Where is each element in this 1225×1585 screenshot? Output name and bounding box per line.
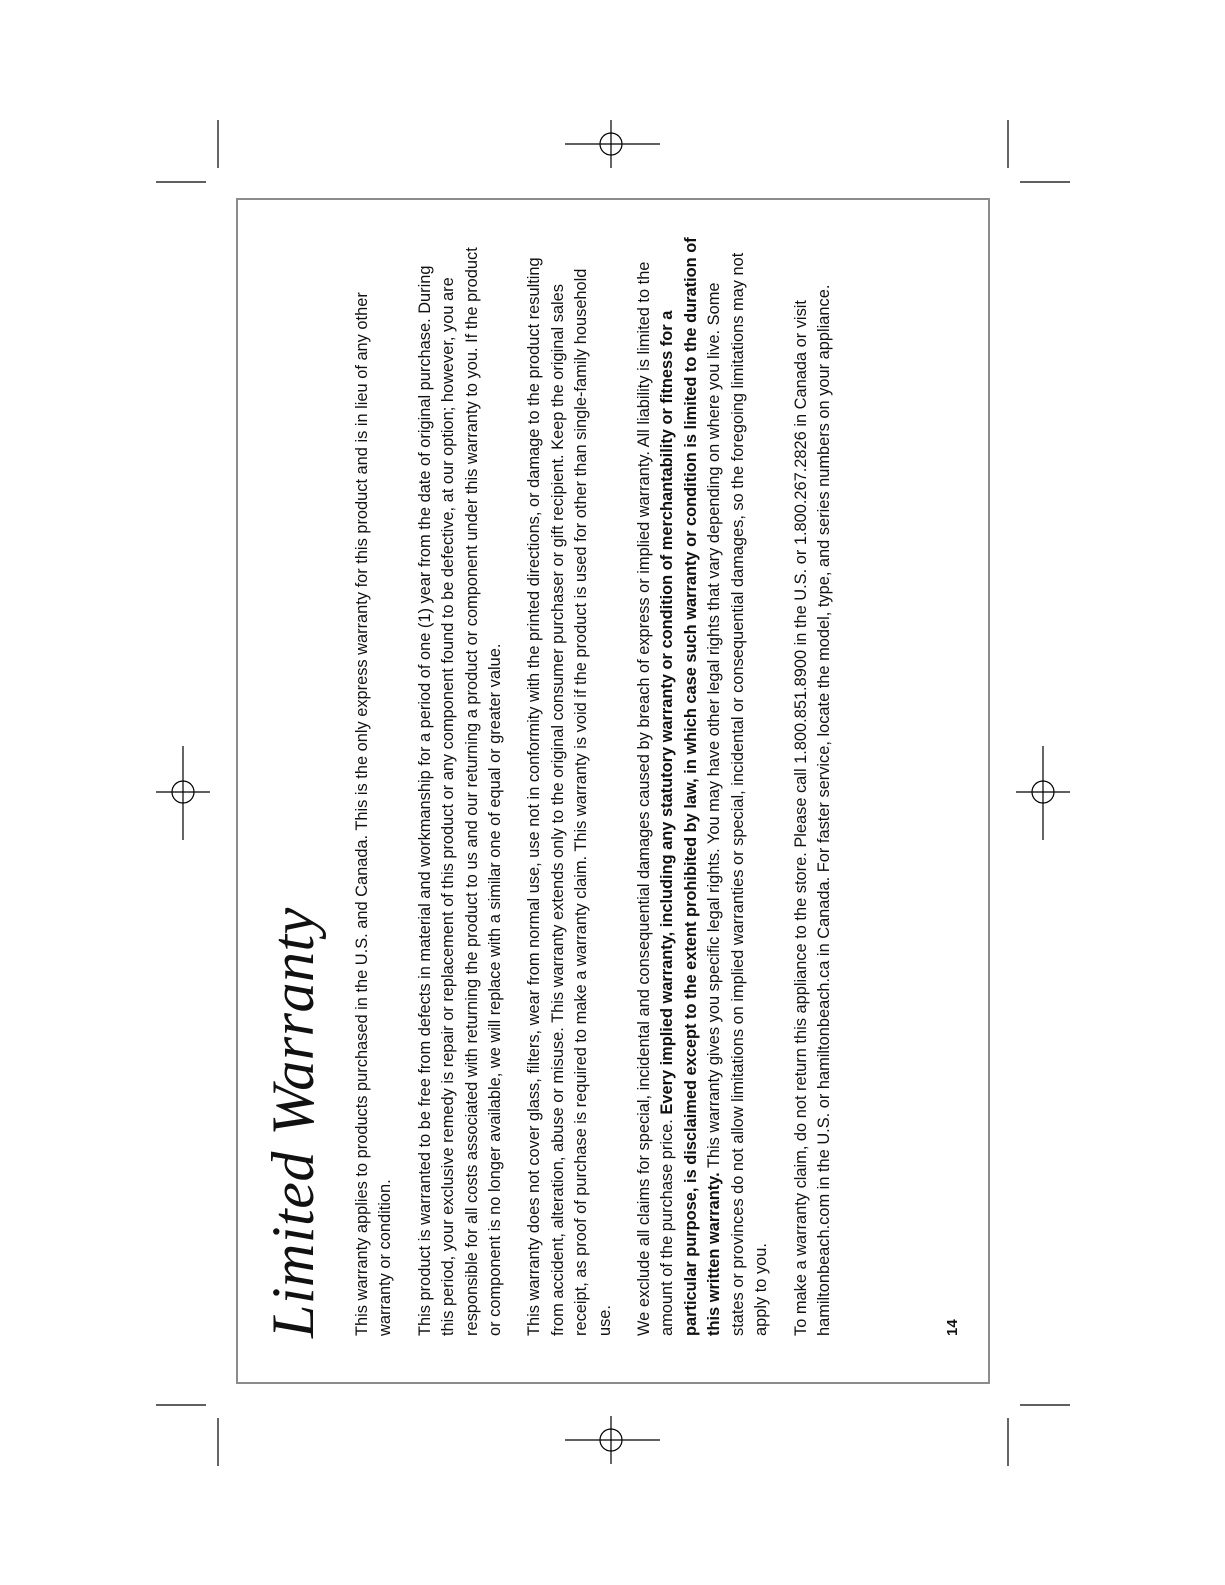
page-number: 14 — [944, 1319, 961, 1336]
paragraph-liability — [633, 236, 773, 1336]
implied-warranty-disclaimer: Every implied warranty, including any statutory warranty or condition of merchantability or fitness for a particular purpose, is disclaimed except to the extent prohibited by law, in which case such warranty or condition is limited to the duration of this written warranty. — [658, 237, 724, 1336]
legal-rights-text: This warranty gives you specific legal rights. You may have other legal rights that vary depending on where you live. Some states or provinces do not allow limitations on implied warranties or special, incidental or consequential damages, so the foregoing limitations may not apply to you. — [705, 252, 771, 1336]
page-frame — [236, 198, 990, 1384]
registration-target-bottom — [565, 1416, 660, 1464]
paragraph-coverage-scope: This warranty applies to products purchased in the U.S. and Canada. This is the only express warranty for this product and is in lieu of any other warranty or condition. — [353, 292, 395, 1336]
crop-mark-bottom-left — [156, 1405, 218, 1466]
crop-mark-bottom-right — [1008, 1405, 1070, 1466]
paragraph-claim-instructions: To make a warranty claim, do not return this appliance to the store. Please call 1.800.851.8900 in the U.S. or 1.800.267.2826 in Canada or visit hamiltonbeach.com in the U.S. or hamiltonbeach.ca in Canada. For faster service, locate the model, type, and series numbers on your appliance. — [791, 284, 833, 1336]
paragraph-exclusions: This warranty does not cover glass, filters, wear from normal use, use not in conformity with the printed directions, or damage to the product resulting from accident, alteration, abuse or misuse. This warranty extends only to the original consumer purchaser or gift recipient. Keep the original sales receipt, as proof of purchase is required to make a warranty claim. This warranty is void if the product is used for other than single-family household use. — [525, 257, 614, 1336]
registration-target-right — [1016, 746, 1070, 840]
crop-mark-top-right — [1008, 120, 1070, 182]
liability-text: We exclude all claims for special, incidental and consequential damages caused by breach of express or implied warranty. All liability is limited to the amount of the purchase price. — [635, 261, 677, 1336]
registration-target-top — [565, 120, 660, 168]
paragraph-warranty-period: This product is warranted to be free from defects in material and workmanship for a period of one (1) year from the date of original purchase. During this period, your exclusive remedy is repair or replacement of this product or any component found to be defective, at our option; however, you are responsible for all costs associated with returning the product to us and our returning a product or component under this warranty to you. If the product or component is no longer available, we will replace with a similar one of equal or greater value. — [415, 247, 505, 1336]
page-title: Limited Warranty — [260, 907, 326, 1338]
warranty-body — [351, 236, 852, 1336]
crop-mark-top-left — [156, 120, 218, 182]
rotated-page-content — [253, 216, 973, 1366]
registration-target-left — [156, 746, 210, 840]
